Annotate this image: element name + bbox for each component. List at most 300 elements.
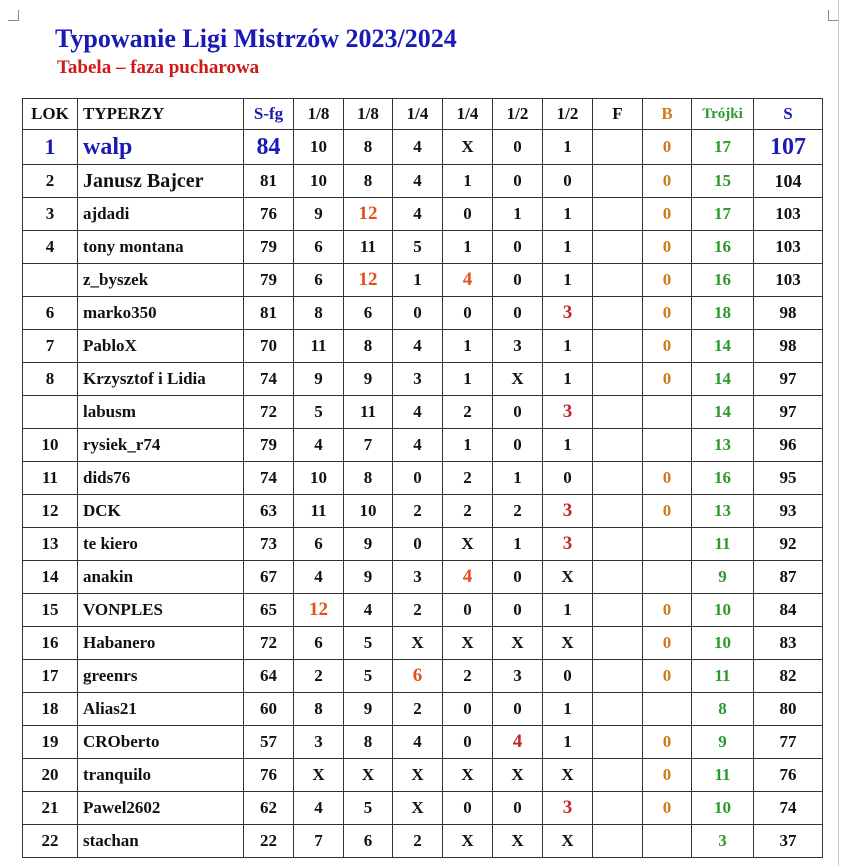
cell-qfa: 5 bbox=[393, 231, 443, 264]
cell-trojki: 10 bbox=[692, 792, 754, 825]
cell-name: te kiero bbox=[78, 528, 244, 561]
cell-b: 0 bbox=[643, 759, 692, 792]
cell-qfa: 2 bbox=[393, 693, 443, 726]
cell-r16b: 5 bbox=[344, 792, 393, 825]
cell-r16b: 7 bbox=[344, 429, 393, 462]
cell-lok bbox=[23, 396, 78, 429]
cell-b: 0 bbox=[643, 726, 692, 759]
cell-trojki: 9 bbox=[692, 561, 754, 594]
header-sfa: 1/2 bbox=[493, 99, 543, 130]
cell-qfb: X bbox=[443, 130, 493, 165]
cell-r16a: 4 bbox=[294, 561, 344, 594]
cell-sfb: X bbox=[543, 627, 593, 660]
cell-f bbox=[593, 363, 643, 396]
cell-s: 82 bbox=[754, 660, 823, 693]
header-s: S bbox=[754, 99, 823, 130]
cell-sfg: 74 bbox=[244, 462, 294, 495]
cell-b: 0 bbox=[643, 165, 692, 198]
cell-r16b: 8 bbox=[344, 330, 393, 363]
cell-r16b: 11 bbox=[344, 231, 393, 264]
cell-b: 0 bbox=[643, 462, 692, 495]
cell-r16a: 10 bbox=[294, 130, 344, 165]
cell-f bbox=[593, 198, 643, 231]
cell-qfb: 2 bbox=[443, 660, 493, 693]
cell-qfb: 0 bbox=[443, 792, 493, 825]
cell-trojki: 10 bbox=[692, 627, 754, 660]
cell-sfa: 4 bbox=[493, 726, 543, 759]
cell-b: 0 bbox=[643, 594, 692, 627]
cell-qfa: 4 bbox=[393, 396, 443, 429]
cell-sfg: 72 bbox=[244, 627, 294, 660]
cell-s: 104 bbox=[754, 165, 823, 198]
cell-r16b: 10 bbox=[344, 495, 393, 528]
cell-b: 0 bbox=[643, 297, 692, 330]
cell-sfg: 81 bbox=[244, 165, 294, 198]
cell-b: 0 bbox=[643, 660, 692, 693]
cell-s: 83 bbox=[754, 627, 823, 660]
table-row bbox=[23, 528, 823, 561]
cell-s: 77 bbox=[754, 726, 823, 759]
cell-name: greenrs bbox=[78, 660, 244, 693]
cell-sfb: 3 bbox=[543, 396, 593, 429]
cell-qfb: 1 bbox=[443, 231, 493, 264]
cell-r16a: 4 bbox=[294, 429, 344, 462]
cell-lok: 10 bbox=[23, 429, 78, 462]
cell-sfb: 1 bbox=[543, 429, 593, 462]
cell-b bbox=[643, 396, 692, 429]
cell-lok: 2 bbox=[23, 165, 78, 198]
cell-sfa: 1 bbox=[493, 198, 543, 231]
cell-f bbox=[593, 231, 643, 264]
cell-f bbox=[593, 396, 643, 429]
cell-r16b: 11 bbox=[344, 396, 393, 429]
cell-sfa: 0 bbox=[493, 693, 543, 726]
cell-sfg: 73 bbox=[244, 528, 294, 561]
cell-r16a: 5 bbox=[294, 396, 344, 429]
cell-r16b: 9 bbox=[344, 363, 393, 396]
cell-f bbox=[593, 264, 643, 297]
cell-lok: 6 bbox=[23, 297, 78, 330]
cell-qfb: 0 bbox=[443, 198, 493, 231]
cell-qfb: X bbox=[443, 528, 493, 561]
cell-qfa: 1 bbox=[393, 264, 443, 297]
cell-name: tranquilo bbox=[78, 759, 244, 792]
table-row bbox=[23, 330, 823, 363]
cell-lok: 14 bbox=[23, 561, 78, 594]
cell-f bbox=[593, 726, 643, 759]
cell-b bbox=[643, 561, 692, 594]
cell-trojki: 17 bbox=[692, 130, 754, 165]
cell-qfa: 3 bbox=[393, 561, 443, 594]
cell-sfa: X bbox=[493, 825, 543, 858]
cell-sfg: 64 bbox=[244, 660, 294, 693]
cell-f bbox=[593, 495, 643, 528]
cell-sfb: 1 bbox=[543, 726, 593, 759]
cell-r16b: 9 bbox=[344, 528, 393, 561]
cell-qfa: 2 bbox=[393, 594, 443, 627]
cell-r16a: 2 bbox=[294, 660, 344, 693]
cell-sfb: 1 bbox=[543, 264, 593, 297]
header-r16a: 1/8 bbox=[294, 99, 344, 130]
table-row bbox=[23, 825, 823, 858]
cell-qfa: X bbox=[393, 759, 443, 792]
header-qfb: 1/4 bbox=[443, 99, 493, 130]
cell-lok: 8 bbox=[23, 363, 78, 396]
cell-s: 96 bbox=[754, 429, 823, 462]
cell-sfg: 22 bbox=[244, 825, 294, 858]
cell-trojki: 9 bbox=[692, 726, 754, 759]
header-trojki: Trójki bbox=[692, 99, 754, 130]
cell-sfa: 0 bbox=[493, 429, 543, 462]
table-row bbox=[23, 759, 823, 792]
cell-lok: 19 bbox=[23, 726, 78, 759]
cell-s: 97 bbox=[754, 363, 823, 396]
cell-qfb: 1 bbox=[443, 165, 493, 198]
cell-r16b: 9 bbox=[344, 561, 393, 594]
table-row bbox=[23, 594, 823, 627]
cell-name: Janusz Bajcer bbox=[78, 165, 244, 198]
cell-r16a: 10 bbox=[294, 462, 344, 495]
cell-trojki: 14 bbox=[692, 363, 754, 396]
cell-name: ajdadi bbox=[78, 198, 244, 231]
cell-sfg: 81 bbox=[244, 297, 294, 330]
header-row bbox=[23, 99, 823, 130]
cell-qfb: 0 bbox=[443, 726, 493, 759]
results-table bbox=[22, 98, 823, 858]
cell-r16a: 3 bbox=[294, 726, 344, 759]
cell-s: 37 bbox=[754, 825, 823, 858]
cell-lok: 3 bbox=[23, 198, 78, 231]
cell-b: 0 bbox=[643, 495, 692, 528]
cell-f bbox=[593, 297, 643, 330]
cell-name: walp bbox=[78, 130, 244, 165]
cell-r16a: 8 bbox=[294, 693, 344, 726]
header-typerzy: TYPERZY bbox=[78, 99, 244, 130]
cell-sfg: 62 bbox=[244, 792, 294, 825]
cell-qfb: 1 bbox=[443, 429, 493, 462]
cell-s: 103 bbox=[754, 264, 823, 297]
table-row bbox=[23, 198, 823, 231]
cell-sfa: 0 bbox=[493, 297, 543, 330]
cell-f bbox=[593, 594, 643, 627]
cell-sfg: 76 bbox=[244, 759, 294, 792]
cell-f bbox=[593, 462, 643, 495]
cell-qfb: 4 bbox=[443, 264, 493, 297]
cell-lok: 1 bbox=[23, 130, 78, 165]
cell-sfa: X bbox=[493, 363, 543, 396]
cell-lok: 21 bbox=[23, 792, 78, 825]
cell-qfa: 0 bbox=[393, 462, 443, 495]
cell-sfb: X bbox=[543, 825, 593, 858]
table-row bbox=[23, 264, 823, 297]
cell-sfa: 0 bbox=[493, 165, 543, 198]
header-qfa: 1/4 bbox=[393, 99, 443, 130]
cell-f bbox=[593, 528, 643, 561]
cell-name: anakin bbox=[78, 561, 244, 594]
cell-name: stachan bbox=[78, 825, 244, 858]
cell-sfa: 0 bbox=[493, 264, 543, 297]
cell-sfb: 1 bbox=[543, 363, 593, 396]
cell-trojki: 16 bbox=[692, 264, 754, 297]
header-lok: LOK bbox=[23, 99, 78, 130]
cell-qfb: 4 bbox=[443, 561, 493, 594]
cell-sfb: 0 bbox=[543, 165, 593, 198]
cell-qfa: 4 bbox=[393, 726, 443, 759]
cell-s: 87 bbox=[754, 561, 823, 594]
cell-r16b: X bbox=[344, 759, 393, 792]
cell-sfg: 72 bbox=[244, 396, 294, 429]
cell-s: 76 bbox=[754, 759, 823, 792]
cell-trojki: 3 bbox=[692, 825, 754, 858]
cell-lok: 22 bbox=[23, 825, 78, 858]
cell-b: 0 bbox=[643, 264, 692, 297]
cell-r16a: 9 bbox=[294, 363, 344, 396]
cell-f bbox=[593, 792, 643, 825]
cell-sfb: 3 bbox=[543, 792, 593, 825]
cell-trojki: 13 bbox=[692, 495, 754, 528]
cell-r16b: 9 bbox=[344, 693, 393, 726]
cell-sfg: 74 bbox=[244, 363, 294, 396]
cell-s: 97 bbox=[754, 396, 823, 429]
cell-trojki: 13 bbox=[692, 429, 754, 462]
cell-sfg: 60 bbox=[244, 693, 294, 726]
cell-sfa: 2 bbox=[493, 495, 543, 528]
cell-f bbox=[593, 825, 643, 858]
cell-r16a: 6 bbox=[294, 528, 344, 561]
cell-qfa: 4 bbox=[393, 165, 443, 198]
cell-s: 98 bbox=[754, 297, 823, 330]
cell-r16b: 8 bbox=[344, 726, 393, 759]
cell-trojki: 10 bbox=[692, 594, 754, 627]
cell-s: 98 bbox=[754, 330, 823, 363]
crop-mark-top-left bbox=[8, 10, 19, 21]
cell-sfb: X bbox=[543, 561, 593, 594]
cell-trojki: 17 bbox=[692, 198, 754, 231]
cell-lok: 11 bbox=[23, 462, 78, 495]
cell-r16a: 12 bbox=[294, 594, 344, 627]
cell-s: 107 bbox=[754, 130, 823, 165]
cell-lok: 16 bbox=[23, 627, 78, 660]
cell-qfa: 4 bbox=[393, 429, 443, 462]
cell-qfa: 4 bbox=[393, 130, 443, 165]
cell-trojki: 11 bbox=[692, 660, 754, 693]
cell-qfb: X bbox=[443, 759, 493, 792]
header-sfg: S-fg bbox=[244, 99, 294, 130]
cell-qfb: 0 bbox=[443, 693, 493, 726]
cell-sfg: 65 bbox=[244, 594, 294, 627]
cell-lok: 7 bbox=[23, 330, 78, 363]
cell-trojki: 16 bbox=[692, 462, 754, 495]
table-row bbox=[23, 693, 823, 726]
cell-sfg: 63 bbox=[244, 495, 294, 528]
cell-sfa: X bbox=[493, 759, 543, 792]
header-r16b: 1/8 bbox=[344, 99, 393, 130]
cell-sfb: 0 bbox=[543, 462, 593, 495]
cell-r16b: 8 bbox=[344, 165, 393, 198]
cell-qfb: 1 bbox=[443, 330, 493, 363]
cell-b: 0 bbox=[643, 792, 692, 825]
cell-trojki: 15 bbox=[692, 165, 754, 198]
cell-r16a: 11 bbox=[294, 330, 344, 363]
cell-sfg: 76 bbox=[244, 198, 294, 231]
cell-r16b: 8 bbox=[344, 462, 393, 495]
cell-sfb: 0 bbox=[543, 660, 593, 693]
cell-r16a: 7 bbox=[294, 825, 344, 858]
cell-r16b: 5 bbox=[344, 627, 393, 660]
cell-name: tony montana bbox=[78, 231, 244, 264]
document-subtitle: Tabela – faza pucharowa bbox=[57, 57, 260, 78]
cell-f bbox=[593, 561, 643, 594]
cell-trojki: 16 bbox=[692, 231, 754, 264]
cell-s: 80 bbox=[754, 693, 823, 726]
header-f: F bbox=[593, 99, 643, 130]
cell-lok: 15 bbox=[23, 594, 78, 627]
cell-sfg: 79 bbox=[244, 429, 294, 462]
cell-r16a: 8 bbox=[294, 297, 344, 330]
table-row bbox=[23, 363, 823, 396]
cell-s: 103 bbox=[754, 231, 823, 264]
cell-r16a: 6 bbox=[294, 627, 344, 660]
cell-sfg: 70 bbox=[244, 330, 294, 363]
cell-sfb: 1 bbox=[543, 198, 593, 231]
cell-r16a: 4 bbox=[294, 792, 344, 825]
table-row bbox=[23, 561, 823, 594]
cell-sfb: 1 bbox=[543, 231, 593, 264]
cell-sfg: 84 bbox=[244, 130, 294, 165]
cell-name: PabloX bbox=[78, 330, 244, 363]
cell-lok: 4 bbox=[23, 231, 78, 264]
table-row bbox=[23, 231, 823, 264]
cell-r16b: 4 bbox=[344, 594, 393, 627]
header-b: B bbox=[643, 99, 692, 130]
cell-b bbox=[643, 429, 692, 462]
cell-r16a: 9 bbox=[294, 198, 344, 231]
cell-qfb: 2 bbox=[443, 462, 493, 495]
cell-trojki: 8 bbox=[692, 693, 754, 726]
header-sfb: 1/2 bbox=[543, 99, 593, 130]
cell-qfa: 4 bbox=[393, 198, 443, 231]
cell-f bbox=[593, 759, 643, 792]
cell-sfa: X bbox=[493, 627, 543, 660]
cell-qfb: X bbox=[443, 825, 493, 858]
cell-f bbox=[593, 330, 643, 363]
cell-sfb: 3 bbox=[543, 297, 593, 330]
cell-s: 74 bbox=[754, 792, 823, 825]
cell-name: Pawel2602 bbox=[78, 792, 244, 825]
cell-s: 95 bbox=[754, 462, 823, 495]
cell-r16a: 10 bbox=[294, 165, 344, 198]
cell-name: rysiek_r74 bbox=[78, 429, 244, 462]
cell-qfa: 2 bbox=[393, 825, 443, 858]
cell-trojki: 14 bbox=[692, 396, 754, 429]
cell-lok: 12 bbox=[23, 495, 78, 528]
cell-r16a: 6 bbox=[294, 264, 344, 297]
cell-qfb: 2 bbox=[443, 495, 493, 528]
table-row bbox=[23, 726, 823, 759]
table-row bbox=[23, 462, 823, 495]
cell-qfa: X bbox=[393, 792, 443, 825]
cell-qfb: 2 bbox=[443, 396, 493, 429]
cell-f bbox=[593, 627, 643, 660]
cell-r16a: X bbox=[294, 759, 344, 792]
cell-f bbox=[593, 429, 643, 462]
cell-sfb: 3 bbox=[543, 528, 593, 561]
cell-qfb: 0 bbox=[443, 594, 493, 627]
cell-b: 0 bbox=[643, 627, 692, 660]
cell-b: 0 bbox=[643, 330, 692, 363]
cell-sfa: 1 bbox=[493, 528, 543, 561]
cell-name: CROberto bbox=[78, 726, 244, 759]
cell-r16b: 12 bbox=[344, 198, 393, 231]
cell-r16a: 11 bbox=[294, 495, 344, 528]
cell-r16b: 8 bbox=[344, 130, 393, 165]
cell-lok: 17 bbox=[23, 660, 78, 693]
cell-qfb: X bbox=[443, 627, 493, 660]
cell-r16a: 6 bbox=[294, 231, 344, 264]
cell-f bbox=[593, 660, 643, 693]
cell-name: Alias21 bbox=[78, 693, 244, 726]
cell-name: DCK bbox=[78, 495, 244, 528]
table-row bbox=[23, 130, 823, 165]
table-row bbox=[23, 429, 823, 462]
cell-lok: 20 bbox=[23, 759, 78, 792]
cell-sfb: X bbox=[543, 759, 593, 792]
table-row bbox=[23, 495, 823, 528]
cell-trojki: 11 bbox=[692, 528, 754, 561]
cell-name: marko350 bbox=[78, 297, 244, 330]
page-right-edge bbox=[838, 0, 839, 866]
cell-sfa: 0 bbox=[493, 130, 543, 165]
table-row bbox=[23, 396, 823, 429]
cell-f bbox=[593, 130, 643, 165]
cell-qfa: X bbox=[393, 627, 443, 660]
cell-s: 103 bbox=[754, 198, 823, 231]
cell-qfa: 3 bbox=[393, 363, 443, 396]
cell-sfg: 79 bbox=[244, 264, 294, 297]
cell-b: 0 bbox=[643, 231, 692, 264]
cell-qfa: 0 bbox=[393, 297, 443, 330]
cell-trojki: 11 bbox=[692, 759, 754, 792]
cell-name: z_byszek bbox=[78, 264, 244, 297]
cell-sfa: 3 bbox=[493, 660, 543, 693]
cell-lok: 13 bbox=[23, 528, 78, 561]
cell-s: 93 bbox=[754, 495, 823, 528]
cell-lok: 18 bbox=[23, 693, 78, 726]
cell-b bbox=[643, 825, 692, 858]
cell-sfb: 1 bbox=[543, 693, 593, 726]
cell-sfb: 1 bbox=[543, 330, 593, 363]
cell-name: dids76 bbox=[78, 462, 244, 495]
cell-r16b: 6 bbox=[344, 825, 393, 858]
cell-f bbox=[593, 693, 643, 726]
table-row bbox=[23, 660, 823, 693]
cell-sfa: 0 bbox=[493, 231, 543, 264]
cell-sfg: 79 bbox=[244, 231, 294, 264]
cell-qfa: 4 bbox=[393, 330, 443, 363]
cell-b bbox=[643, 693, 692, 726]
cell-qfa: 6 bbox=[393, 660, 443, 693]
cell-sfb: 3 bbox=[543, 495, 593, 528]
cell-s: 84 bbox=[754, 594, 823, 627]
cell-b bbox=[643, 528, 692, 561]
cell-sfg: 57 bbox=[244, 726, 294, 759]
cell-r16b: 12 bbox=[344, 264, 393, 297]
cell-b: 0 bbox=[643, 130, 692, 165]
cell-sfa: 0 bbox=[493, 561, 543, 594]
cell-s: 92 bbox=[754, 528, 823, 561]
cell-qfa: 0 bbox=[393, 528, 443, 561]
cell-sfb: 1 bbox=[543, 130, 593, 165]
